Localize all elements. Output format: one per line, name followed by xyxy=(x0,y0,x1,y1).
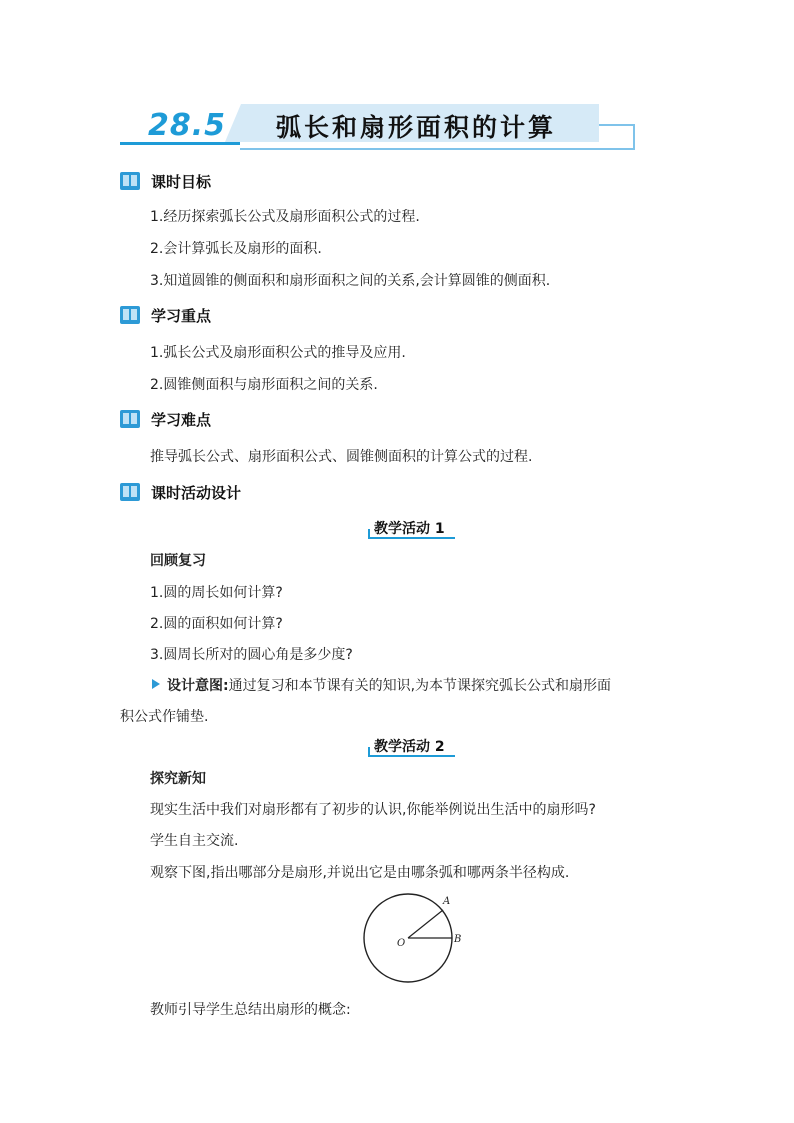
list-item: 1.圆的周长如何计算? xyxy=(150,585,283,601)
list-item: 3.知道圆锥的侧面积和扇形面积之间的关系,会计算圆锥的侧面积. xyxy=(150,273,551,289)
paragraph: 观察下图,指出哪部分是扇形,并说出它是由哪条弧和哪两条半径构成. xyxy=(150,865,570,881)
activity-heading-underline xyxy=(370,537,455,539)
sector-figure xyxy=(355,888,475,988)
design-intent-continued: 积公式作铺垫. xyxy=(120,709,209,725)
activity-heading-1: 教学活动 1 xyxy=(374,521,445,537)
paragraph: 现实生活中我们对扇形都有了初步的认识,你能举例说出生活中的扇形吗? xyxy=(150,802,596,818)
point-label-a: A xyxy=(443,896,451,907)
list-item: 2.圆锥侧面积与扇形面积之间的关系. xyxy=(150,377,378,393)
radius-oa xyxy=(408,910,443,938)
book-icon xyxy=(120,306,140,324)
activity-heading-2: 教学活动 2 xyxy=(374,739,445,755)
design-intent-text: 通过复习和本节课有关的知识,为本节课探究弧长公式和扇形面 xyxy=(228,678,612,694)
section-title-key-points: 学习重点 xyxy=(151,307,212,325)
design-intent xyxy=(167,675,611,695)
paragraph: 推导弧长公式、扇形面积公式、圆锥侧面积的计算公式的过程. xyxy=(150,449,533,465)
triangle-bullet-icon xyxy=(152,679,160,689)
title-decor-line xyxy=(633,124,635,150)
page-title: 弧长和扇形面积的计算 xyxy=(276,113,557,142)
section-title-design: 课时活动设计 xyxy=(151,484,242,502)
section-title-goals: 课时目标 xyxy=(151,173,212,191)
section-title-difficulty: 学习难点 xyxy=(151,411,212,429)
design-intent-label: 设计意图: xyxy=(167,678,229,694)
list-item: 1.弧长公式及扇形面积公式的推导及应用. xyxy=(150,345,406,361)
title-decor-line xyxy=(599,124,635,126)
book-icon xyxy=(120,172,140,190)
section-number: 28.5 xyxy=(148,108,227,143)
title-decor-line xyxy=(240,148,635,150)
activity-subtitle: 回顾复习 xyxy=(150,553,206,569)
book-icon xyxy=(120,483,140,501)
activity-heading-underline xyxy=(370,755,455,757)
paragraph: 教师引导学生总结出扇形的概念: xyxy=(150,1002,351,1018)
list-item: 2.圆的面积如何计算? xyxy=(150,616,283,632)
point-label-o: O xyxy=(397,938,406,949)
list-item: 3.圆周长所对的圆心角是多少度? xyxy=(150,647,353,663)
paragraph: 学生自主交流. xyxy=(150,833,239,849)
activity-subtitle: 探究新知 xyxy=(150,771,206,787)
list-item: 1.经历探索弧长公式及扇形面积公式的过程. xyxy=(150,209,420,225)
book-icon xyxy=(120,410,140,428)
point-label-b: B xyxy=(454,934,462,945)
list-item: 2.会计算弧长及扇形的面积. xyxy=(150,241,322,257)
